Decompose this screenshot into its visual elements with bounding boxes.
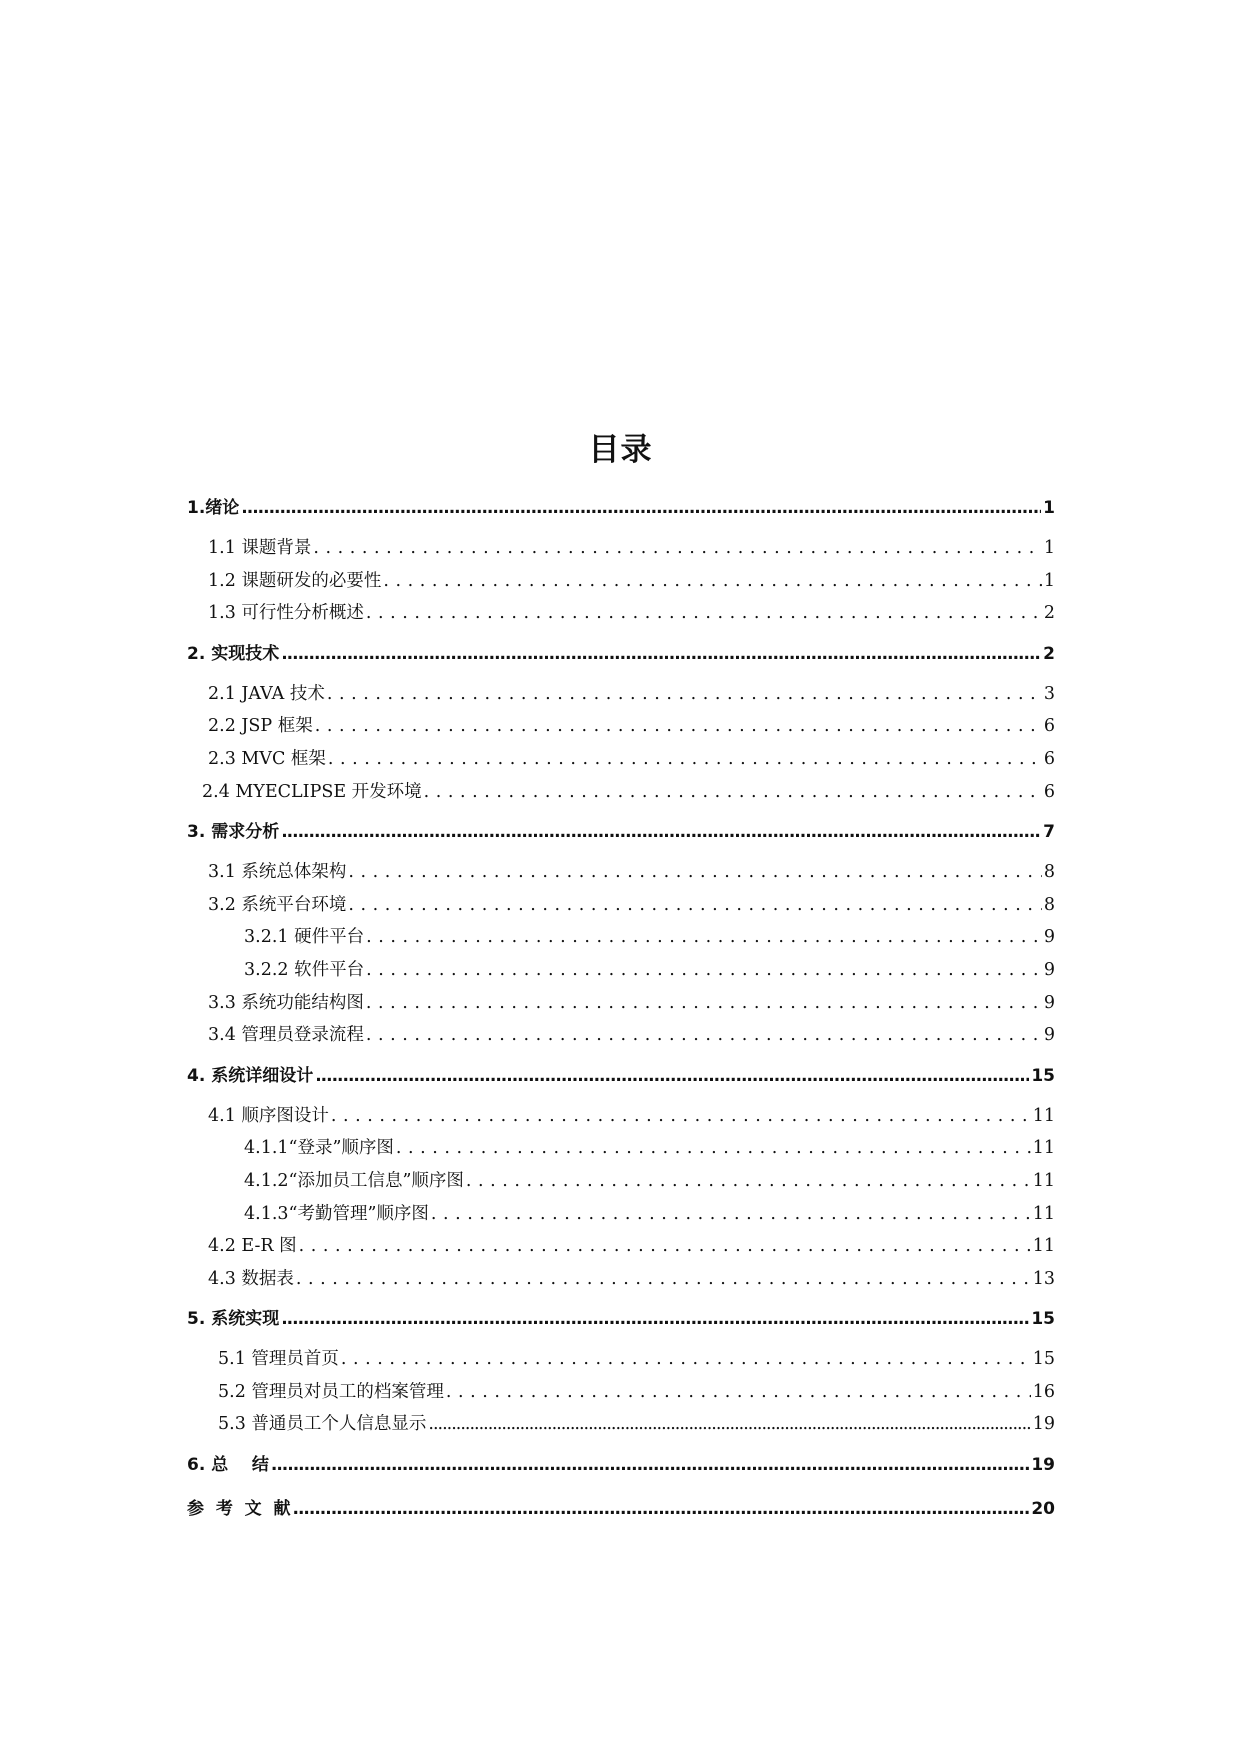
toc-entry-page: 15 xyxy=(1032,1349,1055,1370)
toc-entry-page: 3 xyxy=(1043,683,1055,704)
toc-entry-2-4[interactable] xyxy=(187,776,1055,809)
toc-entry-5-3[interactable] xyxy=(187,1408,1055,1441)
dot-leader xyxy=(341,1343,1031,1376)
toc-entry-page: 2 xyxy=(1043,603,1055,624)
toc-entry-page: 15 xyxy=(1031,1309,1055,1330)
toc-entry-label: 2.3 MVC 框架 xyxy=(208,748,326,769)
dot-leader xyxy=(281,812,1041,852)
toc-entry-label: 5.3 普通员工个人信息显示 xyxy=(218,1414,427,1435)
dot-leader xyxy=(466,1165,1031,1198)
toc-entry-2-2[interactable] xyxy=(187,710,1055,743)
dot-leader xyxy=(366,1019,1042,1052)
toc-entry-page: 11 xyxy=(1032,1105,1055,1126)
toc-entry-label: 参 考 文 献 xyxy=(187,1499,291,1520)
toc-entry-label: 1.3 可行性分析概述 xyxy=(208,603,364,624)
dot-leader xyxy=(271,1445,1029,1485)
dot-leader xyxy=(299,1230,1031,1263)
dot-leader xyxy=(315,1056,1029,1096)
toc-entry-page: 8 xyxy=(1043,894,1055,915)
toc-entry-page: 19 xyxy=(1032,1414,1055,1435)
dot-leader xyxy=(366,597,1042,630)
toc-entry-page: 6 xyxy=(1043,748,1055,769)
dot-leader xyxy=(281,1299,1029,1339)
toc-entry-label: 4. 系统详细设计 xyxy=(187,1065,314,1086)
toc-entry-page: 11 xyxy=(1032,1236,1055,1257)
toc-entry-page: 6 xyxy=(1043,781,1055,802)
toc-entry-label: 5.2 管理员对员工的档案管理 xyxy=(218,1381,444,1402)
toc-entry-label: 5. 系统实现 xyxy=(187,1309,280,1330)
toc-entry-1-2[interactable] xyxy=(187,565,1055,598)
toc-entry-page: 6 xyxy=(1043,716,1055,737)
toc-entry-page: 2 xyxy=(1043,643,1055,664)
toc-entry-page: 16 xyxy=(1032,1381,1055,1402)
toc-entry-label: 1.1 课题背景 xyxy=(208,538,312,558)
toc-entry-5-2[interactable] xyxy=(187,1376,1055,1409)
toc-entry-page: 19 xyxy=(1031,1455,1055,1476)
dot-leader xyxy=(327,678,1042,711)
dot-leader xyxy=(348,889,1041,922)
dot-leader xyxy=(396,1132,1031,1165)
toc-entry-label: 4.1.2“添加员工信息”顺序图 xyxy=(244,1170,464,1191)
toc-entry-page: 1 xyxy=(1043,498,1055,518)
toc-entry-1-3[interactable] xyxy=(187,597,1055,630)
toc-entry-label: 3.4 管理员登录流程 xyxy=(208,1025,364,1046)
dot-leader xyxy=(383,565,1041,598)
dot-leader xyxy=(431,1198,1031,1231)
toc-entry-label: 4.3 数据表 xyxy=(208,1268,294,1289)
toc-entry-4-1[interactable] xyxy=(187,1100,1055,1133)
toc-entry-page: 9 xyxy=(1043,927,1055,948)
toc-entry-label: 5.1 管理员首页 xyxy=(218,1349,339,1370)
toc-entry-5-1[interactable] xyxy=(187,1343,1055,1376)
dot-leader xyxy=(348,856,1041,889)
toc-entry-label: 3.1 系统总体架构 xyxy=(208,862,347,883)
toc-entry-label: 4.2 E-R 图 xyxy=(208,1236,297,1257)
toc-entry-label: 2. 实现技术 xyxy=(187,643,280,664)
toc-entry-label: 3.2 系统平台环境 xyxy=(208,894,347,915)
toc-entry-2-1[interactable] xyxy=(187,678,1055,711)
toc-entry-1[interactable] xyxy=(187,488,1055,528)
dot-leader xyxy=(331,1100,1031,1133)
toc-entry-label: 6. 总 结 xyxy=(187,1455,269,1476)
table-of-contents xyxy=(187,488,1055,1529)
toc-entry-page: 7 xyxy=(1043,822,1055,843)
toc-entry-3-2[interactable] xyxy=(187,889,1055,922)
toc-entry-4-1-3[interactable] xyxy=(187,1198,1055,1231)
toc-entry-1-1[interactable] xyxy=(187,532,1055,565)
toc-entry-2-3[interactable] xyxy=(187,743,1055,776)
toc-entry-4-1-2[interactable] xyxy=(187,1165,1055,1198)
dot-leader xyxy=(366,921,1042,954)
toc-entry-3-2-2[interactable] xyxy=(187,954,1055,987)
toc-entry-label: 4.1.1“登录”顺序图 xyxy=(244,1138,394,1159)
toc-entry-label: 1.2 课题研发的必要性 xyxy=(208,570,382,591)
toc-entry-4-1-1[interactable] xyxy=(187,1132,1055,1165)
toc-entry-3-1[interactable] xyxy=(187,856,1055,889)
dot-leader xyxy=(366,954,1042,987)
page-title: 目录 xyxy=(588,432,653,468)
toc-entry-label: 3.2.2 软件平台 xyxy=(244,959,365,980)
toc-entry-page: 11 xyxy=(1032,1138,1055,1159)
toc-entry-label: 2.2 JSP 框架 xyxy=(208,716,313,737)
toc-entry-2[interactable] xyxy=(187,634,1055,674)
dot-leader xyxy=(293,1489,1030,1529)
toc-entry-page: 9 xyxy=(1043,1025,1055,1046)
toc-entry-4[interactable] xyxy=(187,1056,1055,1096)
toc-entry-3-4[interactable] xyxy=(187,1019,1055,1052)
toc-entry-page: 1 xyxy=(1043,570,1055,591)
dot-leader xyxy=(315,710,1042,743)
dot-leader xyxy=(241,488,1041,528)
toc-entry-page: 13 xyxy=(1032,1268,1055,1289)
dot-leader xyxy=(366,987,1042,1020)
toc-entry-page: 1 xyxy=(1043,538,1055,558)
dot-leader xyxy=(296,1263,1031,1296)
toc-entry-page: 20 xyxy=(1031,1499,1055,1520)
toc-entry-label: 2.1 JAVA 技术 xyxy=(208,683,325,704)
toc-entry-page: 11 xyxy=(1032,1203,1055,1224)
toc-entry-references[interactable] xyxy=(187,1489,1055,1529)
toc-entry-label: 4.1 顺序图设计 xyxy=(208,1105,329,1126)
toc-entry-6[interactable] xyxy=(187,1445,1055,1485)
toc-entry-page: 15 xyxy=(1031,1065,1055,1086)
toc-entry-page: 9 xyxy=(1043,992,1055,1013)
toc-entry-label: 3. 需求分析 xyxy=(187,822,280,843)
dot-leader xyxy=(281,634,1041,674)
toc-entry-label: 2.4 MYECLIPSE 开发环境 xyxy=(202,781,422,802)
toc-entry-page: 9 xyxy=(1043,959,1055,980)
toc-entry-label: 3.2.1 硬件平台 xyxy=(244,927,365,948)
toc-entry-page: 11 xyxy=(1032,1170,1055,1191)
toc-entry-4-2[interactable] xyxy=(187,1230,1055,1263)
toc-entry-3[interactable] xyxy=(187,812,1055,852)
dot-leader xyxy=(428,1408,1030,1441)
toc-entry-3-2-1[interactable] xyxy=(187,921,1055,954)
toc-entry-3-3[interactable] xyxy=(187,987,1055,1020)
toc-entry-label: 4.1.3“考勤管理”顺序图 xyxy=(244,1203,429,1224)
toc-entry-label: 3.3 系统功能结构图 xyxy=(208,992,364,1013)
dot-leader xyxy=(446,1376,1031,1409)
dot-leader xyxy=(328,743,1042,776)
dot-leader xyxy=(313,532,1041,565)
toc-entry-page: 8 xyxy=(1043,862,1055,883)
dot-leader xyxy=(424,776,1042,809)
toc-entry-label: 1.绪论 xyxy=(187,498,240,518)
toc-entry-4-3[interactable] xyxy=(187,1263,1055,1296)
toc-entry-5[interactable] xyxy=(187,1299,1055,1339)
